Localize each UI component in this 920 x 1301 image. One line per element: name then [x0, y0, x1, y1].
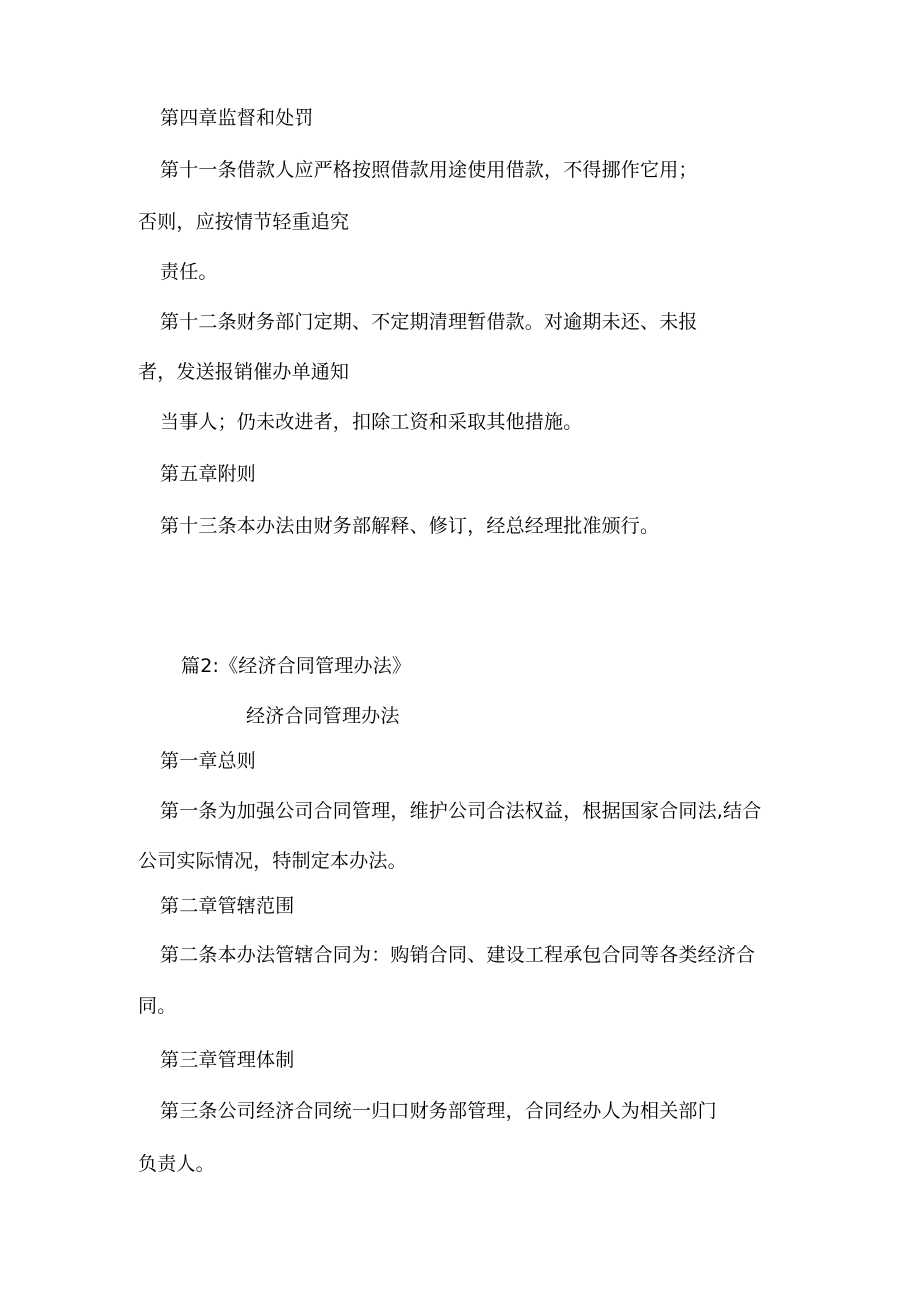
article-11-line-3: 责任。: [160, 261, 218, 283]
article-12-line-3: 当事人；仍未改进者，扣除工资和采取其他措施。: [160, 411, 583, 433]
article-13: 第十三条本办法由财务部解释、修订，经总经理批准颁行。: [160, 515, 660, 537]
chapter-5-heading: 第五章附则: [160, 463, 257, 485]
article-3-line-2: 负责人。: [138, 1153, 215, 1175]
document-title: 经济合同管理办法: [246, 705, 400, 727]
chapter-4-heading: 第四章监督和处罚: [160, 107, 314, 129]
article-2-line-1: 第二条本办法管辖合同为：购销合同、建设工程承包合同等各类经济合: [160, 944, 756, 966]
article-1-line-2: 公司实际情况，特制定本办法。: [138, 850, 407, 872]
article-12-line-1: 第十二条财务部门定期、不定期清理暂借款。对逾期未还、未报: [160, 311, 698, 333]
article-2-line-2: 同。: [138, 995, 177, 1017]
article-11-line-2: 否则，应按情节轻重追究: [138, 211, 350, 233]
article-11-line-1: 第十一条借款人应严格按照借款用途使用借款，不得挪作它用；: [160, 159, 698, 181]
chapter-1-heading: 第一章总则: [160, 750, 257, 772]
article-12-line-2: 者，发送报销催办单通知: [138, 361, 350, 383]
article-1-line-1: 第一条为加强公司合同管理，维护公司合法权益，根据国家合同法,结合: [160, 800, 762, 822]
section-2-heading: 篇2:《经济合同管理办法》: [181, 655, 412, 677]
chapter-3-heading: 第三章管理体制: [160, 1049, 295, 1071]
chapter-2-heading: 第二章管辖范围: [160, 895, 295, 917]
article-3-line-1: 第三条公司经济合同统一归口财务部管理，合同经办人为相关部门: [160, 1100, 717, 1122]
